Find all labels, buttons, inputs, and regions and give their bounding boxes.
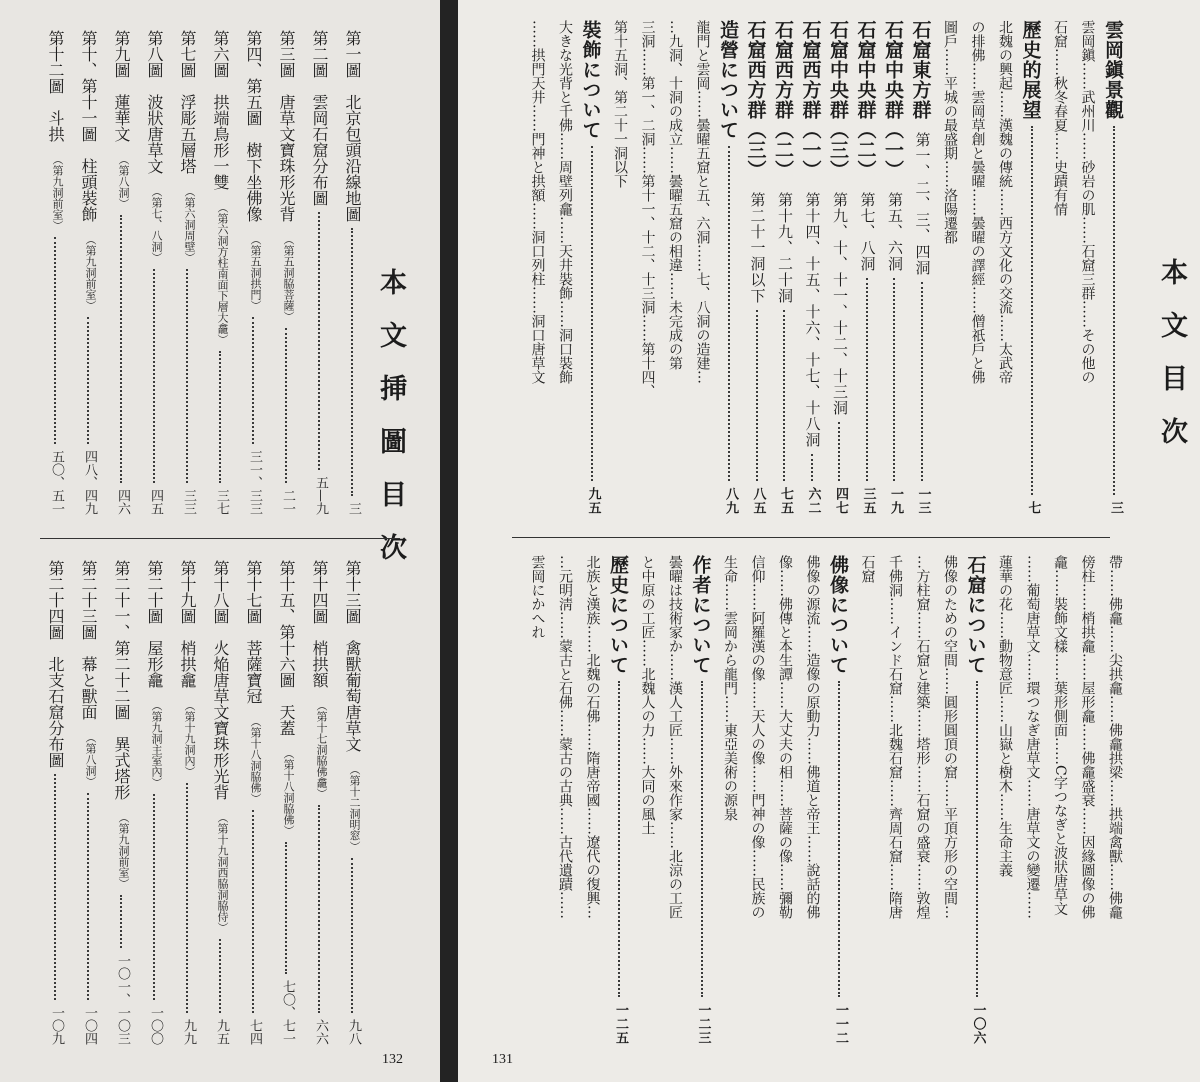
toc-entry <box>608 555 627 1045</box>
entry-label: 大きな光背と千佛……周壁列龕……天井裝飾……洞口裝飾 <box>557 20 573 384</box>
toc-entry <box>581 20 600 515</box>
leader-dots <box>219 351 221 483</box>
entry-label: と中原の工匠……北魏人の力……大同の風土 <box>639 555 656 835</box>
entry-page-number: 五〇、五一 <box>49 450 64 515</box>
entry-label: 第六圖 拱端鳥形一雙 <box>211 30 230 190</box>
entry-label: 造營について <box>717 20 739 140</box>
entry-label: 歷史的展望 <box>1019 20 1042 120</box>
toc-entry <box>179 560 195 1045</box>
toc-entry <box>1026 555 1040 1045</box>
leader-dots <box>120 895 122 948</box>
entry-page-number: 九八 <box>346 1019 361 1045</box>
toc-entry <box>1021 20 1040 515</box>
entry-page-number: 三 <box>1108 501 1123 515</box>
entry-label: 信仰……阿羅漢の像……天人の像……門神の像……民族の <box>749 555 766 919</box>
entry-page-number: 一二三 <box>695 1003 711 1045</box>
leader-dots <box>285 842 287 974</box>
entry-label: 第十二圖 斗拱 <box>46 30 65 142</box>
divider-rule <box>40 538 400 539</box>
leader-dots <box>351 228 353 496</box>
entry-label: 生命……雲岡から龍門……東亞美術の源泉 <box>722 555 738 821</box>
toc-entry <box>828 20 847 515</box>
entry-page-number: 一〇六 <box>970 1003 986 1045</box>
toc-entry <box>916 555 930 1045</box>
toc-entry <box>971 20 985 515</box>
toc-entry <box>943 20 957 515</box>
leader-dots <box>54 774 56 1000</box>
leader-dots <box>186 783 188 1013</box>
entry-note: 第九、十、十一、十二、十三洞 <box>831 192 849 416</box>
entry-label: 石窟……秋冬春夏……史蹟有情 <box>1052 20 1068 216</box>
entry-label: 第三圖 唐草文寶珠形光背 <box>277 30 296 222</box>
entry-page-number: 三五 <box>860 487 876 515</box>
entry-label: 第四、第五圖 樹下坐佛像 <box>244 30 263 222</box>
entry-label: 雲岡鎭……武州川……砂岩の肌……石窟三群……その他の <box>1079 20 1096 384</box>
toc-entry <box>1081 555 1095 1045</box>
leader-dots <box>120 215 122 483</box>
entry-label: 第二十三圖 幕と獸面 <box>79 560 98 720</box>
toc-entry <box>828 555 847 1045</box>
entry-label: 第十五洞、第二十一洞以下 <box>612 20 628 188</box>
entry-label: 石窟中央群（二） <box>854 20 877 180</box>
entry-page-number: 一九 <box>888 487 903 515</box>
entry-page-number: 一二五 <box>613 1003 628 1045</box>
entry-label: 第十七圖 菩薩寶冠 <box>244 560 263 704</box>
toc-entry <box>531 555 545 1045</box>
entry-label: ……拱門天井……門神と拱額……洞口列柱……洞口唐草文 <box>529 20 546 384</box>
entry-page-number: 三七 <box>214 489 229 515</box>
toc-entry <box>883 20 902 515</box>
entry-label: 石窟中央群（三） <box>827 20 849 180</box>
entry-label: 第一圖 北京包頭沿線地圖 <box>343 30 362 222</box>
entry-label: 石窟について <box>964 555 987 675</box>
leader-dots <box>728 146 730 481</box>
toc-entry <box>1053 20 1067 515</box>
entry-label: 第十三圖 禽獸葡萄唐草文 <box>343 560 362 752</box>
toc-entry <box>998 555 1012 1045</box>
entry-page-number: 四六 <box>115 489 130 515</box>
toc-entry <box>80 30 96 515</box>
entry-label: 第十、第十一圖 柱頭裝飾 <box>79 30 98 222</box>
entry-page-number: 二一 <box>280 489 295 515</box>
entry-page-number: 七 <box>1025 501 1041 515</box>
entry-page-number: 九九 <box>181 1019 196 1045</box>
toc-entry <box>888 555 902 1045</box>
toc-entry <box>311 560 327 1045</box>
leader-dots <box>921 282 923 481</box>
entry-note: 第二十一洞以下 <box>748 192 767 304</box>
leader-dots <box>976 681 978 997</box>
entry-label: 第二圖 雲岡石窟分布圖 <box>310 30 329 206</box>
entry-label: の排佛……雲岡草創と曇曜……曇曜の譯經……僧祇戶と佛 <box>969 20 986 384</box>
leader-dots <box>811 454 813 481</box>
entry-page-number: 八五 <box>750 487 766 515</box>
toc-entry <box>778 555 792 1045</box>
toc-entry <box>943 555 957 1045</box>
entry-page-number: 九五 <box>214 1019 229 1045</box>
leader-dots <box>838 681 840 997</box>
entry-label: 第二十四圖 北支石窟分布圖 <box>46 560 65 768</box>
entry-label: 佛像について <box>827 555 849 675</box>
toc-entry <box>668 555 682 1045</box>
left-page <box>0 0 440 1082</box>
toc-entry <box>586 555 600 1045</box>
page-heading: 本文挿圖目次 <box>375 268 406 586</box>
toc-entry <box>558 20 572 515</box>
toc-entry <box>558 555 572 1045</box>
entry-label: ……葡萄唐草文……環つなぎ唐草文……唐草文の變遷…… <box>1024 555 1041 919</box>
entry-page-number: 一〇九 <box>49 1006 64 1045</box>
toc-entry <box>80 560 96 1045</box>
entry-label: 第二十一、第二十二圖 異式塔形 <box>112 560 131 800</box>
entry-label: 佛像のための空間……圓形圓頂の窟……平頂方形の空間… <box>942 555 958 919</box>
entry-label: 石窟中央群（一） <box>882 20 904 180</box>
toc-entry <box>179 30 195 515</box>
toc-entry <box>146 560 162 1045</box>
page-number: 132 <box>382 1052 403 1067</box>
leader-dots <box>219 939 221 1013</box>
entry-label: …九洞、十洞の成立……曇曜五窟の相違……未完成の第 <box>667 20 683 370</box>
toc-entry <box>998 20 1012 515</box>
toc-entry <box>212 30 228 515</box>
entry-note: （第十九洞西脇洞脇侍） <box>216 812 229 933</box>
toc-entry <box>47 560 63 1045</box>
toc-entry <box>806 555 820 1045</box>
entry-page-number: 三 <box>346 502 361 515</box>
entry-note: （第五洞脇菩薩） <box>282 234 295 322</box>
leader-dots <box>252 317 254 444</box>
entry-page-number: 一三 <box>915 487 931 515</box>
leader-dots <box>893 278 895 481</box>
entry-label: 第八圖 波狀唐草文 <box>145 30 164 174</box>
entry-note: （第五洞拱門） <box>249 234 262 311</box>
leader-dots <box>701 681 703 997</box>
toc-entry <box>1103 20 1122 515</box>
entry-label: 圖戶……平城の最盛期……洛陽遷都 <box>942 20 958 244</box>
entry-label: 像……佛傳と本生譚……大丈夫の相……菩薩の像……彌勒 <box>777 555 793 919</box>
entry-note: （第八洞） <box>84 732 97 787</box>
leader-dots <box>186 269 188 483</box>
entry-note: （第六洞周壁） <box>183 186 196 263</box>
entry-label: 雲岡鎭景觀 <box>1102 20 1124 120</box>
leader-dots <box>1031 126 1033 495</box>
toc-entry <box>613 20 627 515</box>
entry-page-number: 一〇一、一〇三 <box>115 954 130 1045</box>
entry-page-number: 六六 <box>313 1019 328 1045</box>
toc-entry <box>691 555 710 1045</box>
entry-label: 帶……佛龕……尖拱龕……佛龕拱梁……拱端禽獸……佛龕 <box>1107 555 1123 919</box>
entry-note: 第十四、十五、十六、十七、十八洞 <box>803 192 822 448</box>
entry-page-number: 九五 <box>585 487 601 515</box>
toc-entry <box>966 555 985 1045</box>
entry-note: （第十九洞內） <box>183 700 196 777</box>
entry-page-number: 三一、三三 <box>247 450 262 515</box>
entry-label: 北魏の興起……漢魏の傳統……西方文化の交流……太武帝 <box>997 20 1013 384</box>
entry-label: 龍門と雲岡……曇曜五窟と五、六洞……七、八洞の造建… <box>694 20 711 384</box>
entry-label: 第十八圖 火焔唐草文寶珠形光背 <box>211 560 230 800</box>
entry-label: 第十九圖 梢拱龕 <box>178 560 197 688</box>
right-page <box>458 0 1200 1082</box>
toc-entry <box>47 30 63 515</box>
leader-dots <box>591 146 593 481</box>
entry-label: 北族と漢族……北魏の石佛……隋唐帝國……遼代の復興… <box>584 555 601 919</box>
leader-dots <box>153 269 155 483</box>
entry-note: 第十九、二十洞 <box>776 192 794 304</box>
page-number: 131 <box>492 1052 513 1067</box>
toc-entry <box>801 20 820 515</box>
toc-entry <box>212 560 228 1045</box>
entry-label: 第九圖 蓮華文 <box>112 30 131 142</box>
entry-label: 石窟西方群（二） <box>772 20 794 180</box>
entry-label: 千佛洞……インド石窟……北魏石窟……齊周石窟……隋唐 <box>887 555 903 919</box>
leader-dots <box>285 328 287 483</box>
leader-dots <box>318 212 320 470</box>
toc-entry <box>245 30 261 515</box>
entry-label: 石窟東方群 <box>909 20 932 120</box>
leader-dots <box>87 317 89 444</box>
toc-entry <box>641 20 655 515</box>
toc-entry <box>696 20 710 515</box>
entry-note: （第九洞前室） <box>51 154 64 231</box>
entry-page-number: 一〇四 <box>82 1006 97 1045</box>
entry-label: 裝飾について <box>579 20 602 140</box>
toc-entry <box>641 555 655 1045</box>
leader-dots <box>866 278 868 481</box>
toc-entry <box>718 20 737 515</box>
entry-label: 歷史について <box>607 555 629 675</box>
entry-page-number: 四五 <box>148 489 163 515</box>
entry-label: …方柱窟……石窟と建築……塔形……石窟の盛衰……敦煌 <box>914 555 931 919</box>
entry-note: （第六洞方柱南面下層大龕） <box>216 202 229 345</box>
entry-note: （第八洞） <box>117 154 130 209</box>
entry-page-number: 四八、四九 <box>82 450 97 515</box>
entry-label: 傍柱……梢拱龕……屋形龕……佛龕盛衰……因緣圖像の佛 <box>1079 555 1096 919</box>
entry-label: …元明淸……蒙古と石佛……蒙古の古典……古代遺蹟…… <box>557 555 573 919</box>
entry-note: 第五、六洞 <box>886 192 904 272</box>
entry-label: 龕……裝飾文樣……葉形側面……C字つなぎと波狀唐草文 <box>1052 555 1068 916</box>
toc-entry <box>773 20 792 515</box>
entry-label: 佛像の源流……造像の原動力……佛道と帝王……說話的佛 <box>804 555 821 919</box>
toc-entry <box>344 560 360 1045</box>
entry-note: （第九洞前室） <box>117 812 130 889</box>
entry-page-number: 四七 <box>833 487 848 515</box>
toc-entry <box>531 20 545 515</box>
leader-dots <box>351 858 353 1013</box>
entry-page-number: 八九 <box>723 487 738 515</box>
entry-note: 第一、二、三、四洞 <box>913 132 932 276</box>
entry-note: （第九洞前室） <box>84 234 97 311</box>
leader-dots <box>618 681 620 997</box>
entry-page-number: 三三 <box>181 489 196 515</box>
toc-entry <box>278 560 294 1045</box>
leader-dots <box>252 810 254 1013</box>
entry-label: 蓮華の花……動物意匠……山嶽と樹木……生命主義 <box>997 555 1013 877</box>
toc-entry <box>1053 555 1067 1045</box>
leader-dots <box>318 805 320 1013</box>
leader-dots <box>87 793 89 1000</box>
entry-page-number: 七四 <box>247 1019 262 1045</box>
leader-dots <box>153 794 155 1000</box>
entry-note: （第十八洞脇佛） <box>282 748 295 836</box>
toc-entry <box>311 30 327 515</box>
entry-note: （第十八洞脇佛） <box>249 716 262 804</box>
toc-entry <box>1108 555 1122 1045</box>
entry-page-number: 五—九 <box>313 476 328 515</box>
leader-dots <box>838 422 840 481</box>
entry-note: （第九洞主室內） <box>150 700 163 788</box>
toc-entry <box>344 30 360 515</box>
entry-label: 三洞……第一、二洞……第十一、十二、十三洞……第十四、 <box>639 20 656 398</box>
entry-label: 第二十圖 屋形龕 <box>145 560 164 688</box>
toc-entry <box>911 20 930 515</box>
entry-note: （第七、八洞） <box>150 186 163 263</box>
entry-page-number: 七〇、七一 <box>280 980 295 1045</box>
entry-page-number: 七五 <box>778 487 793 515</box>
entry-label: 石窟 <box>859 555 876 583</box>
entry-note: （第十七洞脇佛龕） <box>315 700 328 799</box>
toc-entry <box>146 30 162 515</box>
toc-entry <box>723 555 737 1045</box>
leader-dots <box>783 310 785 481</box>
entry-label: 第十五、第十六圖 天蓋 <box>277 560 296 736</box>
entry-page-number: 六二 <box>805 487 821 515</box>
toc-entry <box>746 20 765 515</box>
toc-entry <box>245 560 261 1045</box>
leader-dots <box>756 310 758 481</box>
toc-entry <box>113 30 129 515</box>
leader-dots <box>1113 126 1115 495</box>
entry-note: （第十二洞明窓） <box>348 764 361 852</box>
toc-entry <box>278 30 294 515</box>
toc-entry <box>856 20 875 515</box>
entry-label: 曇曜は技術家か……漢人工匠……外來作家……北涼の工匠 <box>667 555 683 919</box>
entry-label: 第七圖 浮彫五層塔 <box>178 30 197 174</box>
toc-entry <box>861 555 875 1045</box>
entry-label: 雲岡にかへれ <box>529 555 546 639</box>
page-heading: 本文目次 <box>1156 258 1187 470</box>
entry-label: 第十四圖 梢拱額 <box>310 560 329 688</box>
entry-label: 石窟西方群（三） <box>744 20 767 180</box>
entry-page-number: 一〇〇 <box>148 1006 163 1045</box>
toc-entry <box>113 560 129 1045</box>
divider-rule <box>512 537 1110 538</box>
entry-page-number: 一一二 <box>833 1003 848 1045</box>
entry-label: 石窟西方群（一） <box>799 20 822 180</box>
entry-label: 作者について <box>689 555 712 675</box>
toc-entry <box>1081 20 1095 515</box>
entry-note: 第七、八洞 <box>858 192 877 272</box>
toc-entry <box>668 20 682 515</box>
leader-dots <box>54 237 56 444</box>
toc-entry <box>751 555 765 1045</box>
